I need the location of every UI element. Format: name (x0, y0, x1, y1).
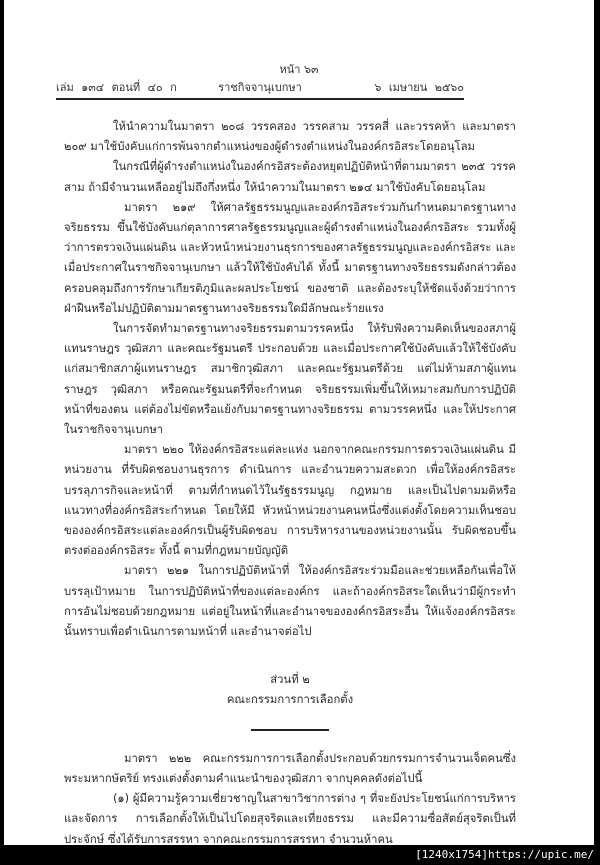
document-body (64, 117, 516, 850)
paragraph (64, 117, 516, 157)
section-220 (64, 440, 516, 561)
gazette-page (4, 0, 594, 845)
part-rule (251, 729, 329, 731)
publication-date: ๖ เมษายน ๒๕๖๐ (374, 81, 464, 94)
paragraph-first-line: (๑) ผู้มีความรู้ความเชี่ยวชาญในสาขาวิชาการต่าง ๆ ที่จะยังประโยชน์แก่การบริหารและจัดการ การเลือกตั้งให้เป็นไปโดยสุจริตและเที่ยงธรรม และมีความซื่อสัตย์สุจริตเป็นที่ประจักษ์ ซึ่งได้รับการสรรหา จากคณะกรรมการสรรหา จำนวนห้าคน (64, 792, 516, 846)
paragraph-first-line: มาตรา ๒๒๒ คณะกรรมการการเลือกตั้งประกอบด้วยกรรมการจำนวนเจ็ดคนซึ่งพระมหากษัตริย์ ทรงแต่งตั้งตามคำแนะนำของวุฒิสภา จากบุคคลดังต่อไปนี้ (64, 751, 516, 785)
header-rule (56, 98, 464, 100)
paragraph (64, 157, 516, 197)
running-header (56, 78, 464, 98)
section-222 (64, 749, 516, 789)
paragraph-first-line: ในกรณีที่ผู้ดำรงตำแหน่งในองค์กรอิสระต้องหยุดปฏิบัติหน้าที่ตามมาตรา ๒๓๕ วรรคสาม ถ้ามีจำนวนเหลืออยู่ไม่ถึงกึ่งหนึ่ง ให้นำความในมาตรา ๒๑๔ มาใช้บังคับโดยอนุโลม (64, 160, 516, 194)
paragraph-first-line: ให้นำความในมาตรา ๒๐๘ วรรคสอง วรรคสาม วรรคสี่ และวรรคห้า และมาตรา ๒๐๙ มาใช้บังคับแก่การพ้นจากตำแหน่งของผู้ดำรงตำแหน่งในองค์กรอิสระโดยอนุโลม (64, 120, 516, 154)
paragraph-first-line: ในการจัดทำมาตรฐานทางจริยธรรมตามวรรคหนึ่ง ให้รับฟังความคิดเห็นของสภาผู้แทนราษฎร วุฒิสภา และคณะรัฐมนตรี ประกอบด้วย และเมื่อประกาศใช้บังคับแล้วให้ใช้บังคับแก่สมาชิกสภาผู้แทนราษฎร สมาชิกวุฒิสภา และคณะรัฐมนตรีด้วย แต่ไม่ห้ามสภาผู้แทนราษฎร วุฒิสภา หรือคณะรัฐมนตรีที่จะกำหนด จริยธรรมเพิ่มขึ้นให้เหมาะสมกับการปฏิบัติหน้าที่ของตน แต่ต้องไม่ขัดหรือแย้งกับมาตรฐานทางจริยธรรม ตามวรรคหนึ่ง และให้ประกาศในราชกิจจานุเบกษา (64, 322, 517, 437)
paragraph-first-line: มาตรา ๒๑๙ ให้ศาลรัฐธรรมนูญและองค์กรอิสระร่วมกันกำหนดมาตรฐานทางจริยธรรม ขึ้นใช้บังคับแก่ตุลาการศาลรัฐธรรมนูญและผู้ดำรงตำแหน่งในองค์กรอิสระ รวมทั้งผู้ว่าการตรวจเงินแผ่นดิน และหัวหน้าหน่วยงานธุรการของศาลรัฐธรรมนูญและองค์กรอิสระ และเมื่อประกาศในราชกิจจานุเบกษา แล้วให้ใช้บังคับได้ ทั้งนี้ มาตรฐานทางจริยธรรมดังกล่าวต้องครอบคลุมถึงการรักษาเกียรติภูมิและผลประโยชน์ ของชาติ และต้องระบุให้ชัดแจ้งด้วยว่าการฝ่าฝืนหรือไม่ปฏิบัติตามมาตรฐานทางจริยธรรมใดมีลักษณะร้ายแรง (64, 200, 516, 315)
page-number: หน้า ๖๓ (279, 63, 319, 76)
section-221 (64, 561, 516, 642)
volume-issue: เล่ม ๑๓๔ ตอนที่ ๔๐ ก (56, 81, 177, 94)
section-219 (64, 198, 516, 319)
publication-title: ราชกิจจานุเบกษา (218, 81, 302, 94)
part-heading (64, 670, 516, 710)
part-number: ส่วนที่ ๒ (270, 673, 310, 687)
clause-1 (64, 789, 516, 850)
paragraph-first-line: มาตรา ๒๒๐ ให้องค์กรอิสระแต่ละแห่ง นอกจากคณะกรรมการตรวจเงินแผ่นดิน มีหน่วยงาน ที่รับผิดชอบงานธุรการ ดำเนินการ และอำนวยความสะดวก เพื่อให้องค์กรอิสระบรรลุภารกิจและหน้าที่ ตามที่กำหนดไว้ในรัฐธรรมนูญ กฎหมาย และเป็นไปตามมติหรือแนวทางที่องค์กรอิสระกำหนด โดยให้มี หัวหน้าหน่วยงานคนหนึ่งซึ่งแต่งตั้งโดยความเห็นชอบขององค์กรอิสระแต่ละองค์กรเป็นผู้รับผิดชอบ การบริหารงานของหน่วยงานนั้น รับผิดชอบขึ้นตรงต่อองค์กรอิสระ ทั้งนี้ ตามที่กฎหมายบัญญัติ (64, 443, 517, 558)
image-watermark: [1240x1754]https://upic.me/ (415, 848, 594, 861)
paragraph (64, 319, 516, 440)
paragraph-first-line: มาตรา ๒๒๑ ในการปฏิบัติหน้าที่ ให้องค์กรอิสระร่วมมือและช่วยเหลือกันเพื่อให้บรรลุเป้าหมาย ในการปฏิบัติหน้าที่ของแต่ละองค์กร และถ้าองค์กรอิสระใดเห็นว่ามีผู้กระทำการอันไม่ชอบด้วยกฎหมาย แต่อยู่ในหน้าที่และอำนาจขององค์กรอิสระอื่น ให้แจ้งองค์กรอิสระนั้นทราบเพื่อดำเนินการตามหน้าที่ และอำนาจต่อไป (64, 564, 517, 639)
part-title: คณะกรรมการการเลือกตั้ง (226, 693, 354, 707)
